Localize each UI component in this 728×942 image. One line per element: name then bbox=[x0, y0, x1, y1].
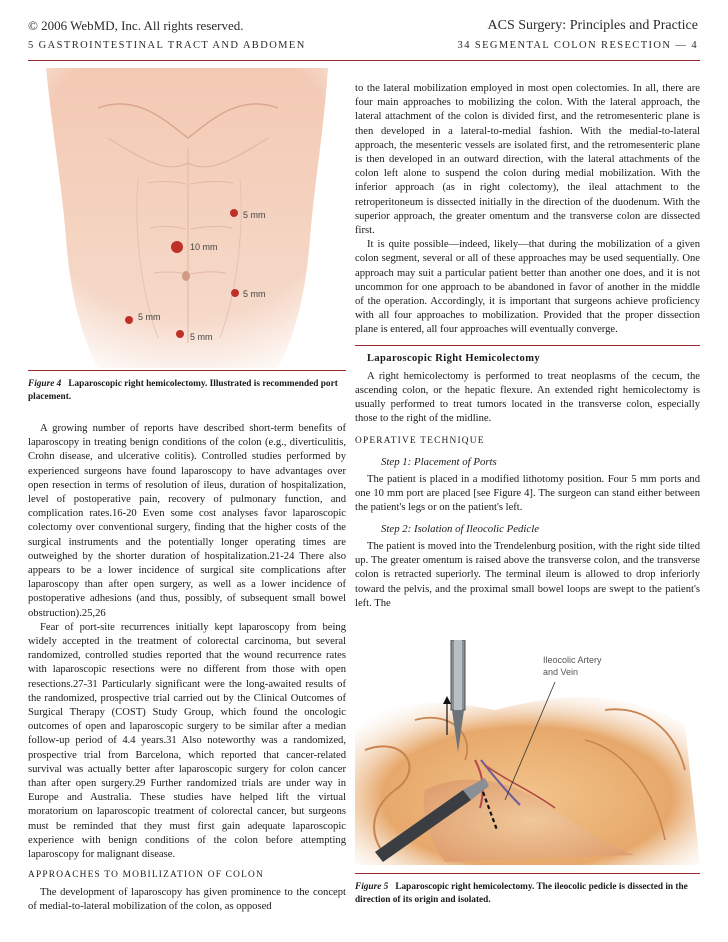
right-paragraph-5: The patient is moved into the Trendelenburg position, with the right side tilted up. The greater omentum is raised above the transverse colon, and the transverse colon is retracted superiorly. The terminal ileum is allowed to drop inferiorly toward the pelvis, and the proximal small bowel loops are swept to the patient's left. The bbox=[355, 540, 700, 609]
port-5mm-suprapubic bbox=[176, 330, 184, 338]
port-5mm-left-mid bbox=[231, 289, 239, 297]
port-label-3: 5 mm bbox=[243, 289, 266, 299]
port-label-4: 5 mm bbox=[138, 312, 161, 322]
port-5mm-upper-left bbox=[230, 209, 238, 217]
figure4-illustration bbox=[28, 68, 346, 368]
chapter-title: 34 SEGMENTAL COLON RESECTION — 4 bbox=[457, 40, 698, 51]
section-title: 5 GASTROINTESTINAL TRACT AND ABDOMEN bbox=[28, 40, 306, 51]
right-paragraph-4: The patient is placed in a modified lithotomy position. Four 5 mm ports and one 10 mm port are placed [see Figure 4]. The surgeon can stand either between the patient's legs or on the patient's left. bbox=[355, 474, 700, 514]
figure5-label-line1: Ileocolic Artery bbox=[543, 655, 602, 665]
figure4-caption-label: Figure 4 bbox=[28, 379, 62, 389]
figure5-caption-label: Figure 5 bbox=[355, 882, 389, 892]
figure4-caption bbox=[28, 378, 346, 404]
section-rule bbox=[355, 345, 700, 346]
port-5mm-right-lower bbox=[125, 316, 133, 324]
left-paragraph-3: The development of laparoscopy has given prominence to the concept of medial-to-lateral mobilization of the colon, as opposed bbox=[28, 886, 346, 912]
port-label-2: 10 mm bbox=[190, 242, 218, 252]
right-paragraph-3: A right hemicolectomy is performed to treat neoplasms of the cecum, the ascending colon, or the hepatic flexure. An extended right hemicolectomy is usually performed to treat tumors located in the transverse colon, especially those to the right of the midline. bbox=[355, 370, 700, 425]
figure5-label bbox=[543, 654, 602, 678]
header-rule bbox=[28, 60, 700, 61]
left-paragraph-1: A growing number of reports have described short-term benefits of laparoscopy in treating benign conditions of the colon (e.g., diverticulitis, Crohn disease, and ulcerative colitis). Controlled studies performed by experienced surgeons have found laparoscopy to have advantages over open resection in terms of resolution of ileus, duration of hospitalization, level of postoperative pain, recovery of pulmonary function, and complication rates.16-20 Even some cost analyses favor laparoscopic colectomy over conventional surgery, finding that the higher costs of the surgical instruments and the potentially longer operating times are outweighed by the shorter duration of hospitalization.21-24 There also appears to be a lower incidence of surgical site complications after laparoscopy than after open surgery, as well as a lower incidence of postoperative adhesions (and thus, possibly, of subsequent small bowel obstruction).25,26 bbox=[28, 423, 346, 619]
step2-heading: Step 2: Isolation of Ileocolic Pedicle bbox=[381, 522, 540, 535]
left-paragraph-2: Fear of port-site recurrences initially kept laparoscopy from being widely accepted in the treatment of colorectal carcinoma, but several randomized, controlled studies reported that the wound recurrence rates with laparoscopic resections were no different from those with open resections.27-31 Particularly significant were the long-awaited results of the randomized, prospective trial carried out by the Clinical Outcomes of Surgical Therapy (COST) Study Group, which found the oncologic outcomes of open and laparoscopic surgery to be similar after a median follow-up period of 4.4 years.31 Also noteworthy was a randomized, prospective trial from Barcelona, which reported that cancer-related survival was actually better after laparoscopic surgery for colon cancer than after open surgery.29 Further randomized trials are under way in Europe and Australia. These studies have helped lift the virtual moratorium on laparoscopic treatment of colorectal cancer, but surgeons must be reminded that they must first gain adequate laparoscopic experience with benign conditions of the colon before attempting laparoscopy for malignant disease. bbox=[28, 621, 346, 861]
figure4-caption-text: Laparoscopic right hemicolectomy. Illustrated is recommended port placement. bbox=[28, 379, 338, 402]
right-paragraph-1: to the lateral mobilization employed in most open colectomies. In all, there are four main approaches to mobilizing the colon. With the lateral approach, the lateral attachment of the colon is divided first, and the retromesenteric plane is then developed in a lateral-to-medial fashion. With the medial-to-lateral approach, the mesenteric vessels are isolated first, and the retromesenteric plane is then developed in an outward direction, with the lateral attachments of the colon left alone to suspend the colon during medial mobilization. With the inferior approach (as in right colectomy), the ileal attachment to the retroperitoneum is dissected initially in the direction of the duodenum. With the superior approach, the greater omentum and the transverse colon are dissected first. bbox=[355, 83, 700, 237]
port-label-1: 5 mm bbox=[243, 210, 266, 220]
copyright-line: © 2006 WebMD, Inc. All rights reserved. bbox=[28, 18, 244, 33]
approaches-heading: APPROACHES TO MOBILIZATION OF COLON bbox=[28, 870, 264, 881]
torso-drawing bbox=[28, 68, 346, 368]
surgical-drawing bbox=[355, 640, 700, 865]
right-paragraph-2: It is quite possible—indeed, likely—that during the mobilization of a given colon segment, several or all of these approaches may be used sequentially. One approach may suit a particular patient better than another one does, and it is not uncommon for one approach to be abandoned in favor of another in the middle of the operation. Accordingly, it is important that surgeons achieve proficiency with all four approaches to mobilization. Provided that the proper dissection plane is entered, all four approaches will eventually converge. bbox=[355, 239, 700, 336]
left-column bbox=[28, 422, 346, 914]
figure5-caption-text: Laparoscopic right hemicolectomy. The ileocolic pedicle is dissected in the direction of its origin and isolated. bbox=[355, 882, 688, 905]
right-column bbox=[355, 82, 700, 611]
operative-technique-heading: OPERATIVE TECHNIQUE bbox=[355, 435, 485, 446]
right-hemicolectomy-heading: Laparoscopic Right Hemicolectomy bbox=[367, 352, 540, 364]
figure5-caption bbox=[355, 881, 700, 907]
book-title: ACS Surgery: Principles and Practice bbox=[487, 18, 698, 33]
step1-heading: Step 1: Placement of Ports bbox=[381, 455, 497, 468]
port-10mm-umbilical bbox=[171, 241, 183, 253]
figure5-rule bbox=[355, 873, 700, 874]
figure4-rule bbox=[28, 370, 346, 371]
figure5-label-line2: and Vein bbox=[543, 667, 579, 677]
port-label-5: 5 mm bbox=[190, 332, 213, 342]
figure5-illustration bbox=[355, 640, 700, 865]
